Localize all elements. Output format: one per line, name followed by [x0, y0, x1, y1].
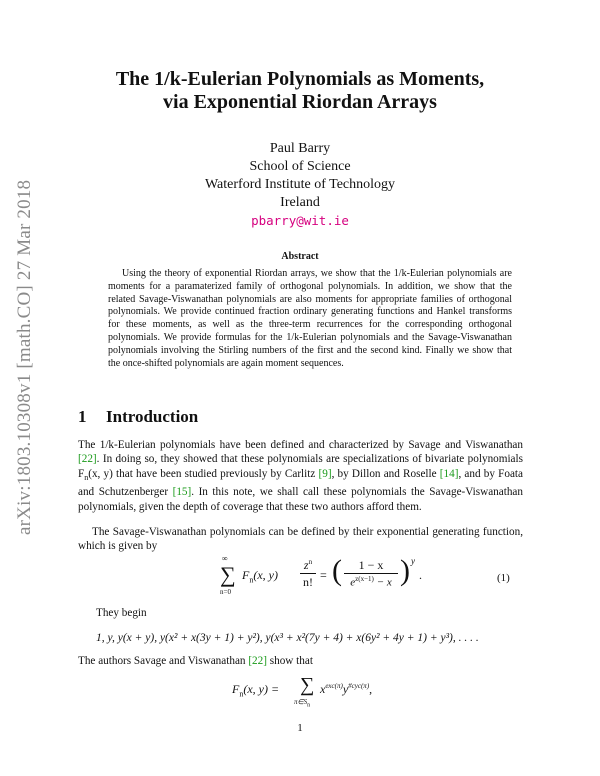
intro-paragraph-1	[78, 438, 523, 514]
para1-text-a: The 1/k-Eulerian polynomials have been defined and characterized by Savage and Viswanathan	[78, 439, 523, 451]
eq1-frac-den: n!	[303, 575, 313, 589]
eq1-lhs-args: (x, y)	[253, 568, 278, 582]
eq2-term-y: y	[342, 682, 349, 696]
eq1-rhs-den-rest: − x	[373, 576, 392, 589]
para1-text-c: (x, y) that have been studied previously by Carlitz	[88, 467, 319, 480]
equation-1	[220, 556, 500, 596]
author-name: Paul Barry	[269, 141, 331, 156]
eq1-power: y	[411, 556, 415, 566]
eq2-sum-sign: ∑	[300, 674, 315, 696]
citation-link-22[interactable]: [22]	[78, 453, 97, 466]
equation-2	[232, 676, 452, 710]
eq2-term-x: x	[320, 682, 326, 696]
para3-text-b: show that	[266, 655, 313, 667]
eq2-sum-lower	[294, 698, 310, 708]
eq1-sum-lower: n=0	[220, 588, 231, 596]
eq1-rhs-num: 1 − x	[344, 558, 398, 574]
citation-link-22b[interactable]: [22]	[248, 655, 267, 667]
eq1-paren-right: )	[400, 554, 410, 587]
eq1-rhs-den	[344, 575, 398, 589]
eq1-sum-sign: ∑	[220, 562, 236, 587]
para1-text-e: , and by Foata and Schutzenberger	[78, 467, 523, 499]
section-number: 1	[78, 407, 87, 426]
eq2-lhs	[232, 682, 279, 698]
citation-link-15[interactable]: [15]	[172, 486, 192, 499]
eq1-equals: =	[320, 568, 327, 582]
citation-link-14[interactable]: [14]	[439, 467, 459, 480]
abstract-text: Using the theory of exponential Riordan arrays, we show that the 1/k-Eulerian polynomials are moments for a paramaterized family of orthogonal polynomials. In addition, we show that the related Savage-Viswanathan polynomials are also moments for appropriate families of orthogonal polynomials. We provide continued fraction ordinary generating functions and Hankel transforms for these moments, as well as the three-term recurrences for the corresponding orthogonal polynomials. We provide formulas for the 1/k-Eulerian polynomials and the Savage-Viswanathan polynomials involving the Stirling numbers of the first and the second kind. Finally we show that the once-shifted polynomials are again moment sequences.	[108, 268, 512, 369]
section-title: Introduction	[106, 407, 199, 426]
eq1-rhs-den-base: e	[350, 576, 356, 589]
para1-text-d: , by Dillon and Roselle	[331, 467, 440, 480]
eq1-rhs-den-exp: z(x−1)	[355, 575, 374, 583]
author-dept: School of Science	[249, 159, 351, 174]
author-country: Ireland	[280, 195, 320, 210]
para1-subscript: n	[84, 473, 89, 483]
para1-text-b: . In doing so, they showed that these polynomials are specializations of bivariate polynomials F	[78, 453, 523, 480]
eq2-term-y-sup: #cyc(π)	[348, 682, 370, 690]
intro-paragraph-3	[78, 654, 523, 668]
eq1-lhs-symbol: F	[242, 568, 250, 582]
eq2-lhs-symbol: F	[232, 682, 240, 696]
abstract-heading: Abstract	[281, 251, 319, 262]
eq1-frac-num-text: z	[303, 558, 309, 572]
author-email-link[interactable]: pbarry@wit.ie	[251, 213, 349, 228]
eq1-period: .	[419, 568, 422, 582]
sequence-line: 1, y, y(x + y), y(x² + x(3y + 1) + y²), y(x³ + x²(7y + 4) + x(6y² + 4y + 1) + y³), . . . .	[96, 632, 479, 644]
eq1-sum-upper: ∞	[222, 554, 228, 563]
eq1-frac-num	[300, 558, 316, 574]
para3-text-a: The authors Savage and Viswanathan	[78, 655, 249, 667]
equation-1-number: (1)	[497, 572, 510, 584]
eq2-sum-lower-text: π∈S	[294, 698, 308, 706]
title-line-1: The 1/k-Eulerian Polynomials as Moments,	[115, 68, 485, 90]
page-number: 1	[297, 722, 303, 734]
eq2-term-x-sup: exc(π)	[325, 682, 343, 690]
section-heading	[78, 407, 198, 427]
eq1-lhs	[242, 568, 278, 584]
author-institute: Waterford Institute of Technology	[204, 177, 396, 192]
intro-paragraph-2: The Savage-Viswanathan polynomials can be defined by their exponential generating function, which is given by	[78, 526, 523, 553]
arxiv-identifier: arXiv:1803.10308v1 [math.CO] 27 Mar 2018	[14, 179, 35, 535]
eq1-frac-num-sup: n	[308, 558, 313, 566]
eq1-lhs-sub: n	[249, 575, 254, 585]
paper-title	[60, 68, 540, 114]
eq2-lhs-sub: n	[239, 689, 244, 699]
eq1-paren-left: (	[332, 554, 342, 587]
they-begin-text: They begin	[96, 607, 147, 619]
eq2-lhs-args: (x, y) =	[243, 682, 280, 696]
eq2-term	[320, 682, 372, 697]
eq2-sum-lower-sub: n	[307, 702, 311, 709]
title-line-2: via Exponential Riordan Arrays	[163, 91, 437, 113]
citation-link-9[interactable]: [9]	[318, 467, 332, 480]
author-block	[100, 140, 500, 230]
para1-text-f: . In this note, we shall call these polynomials the Savage-Viswanathan polynomials, given the depth of coverage that these two authors afford them.	[78, 486, 523, 513]
eq2-tail: ,	[369, 682, 373, 696]
